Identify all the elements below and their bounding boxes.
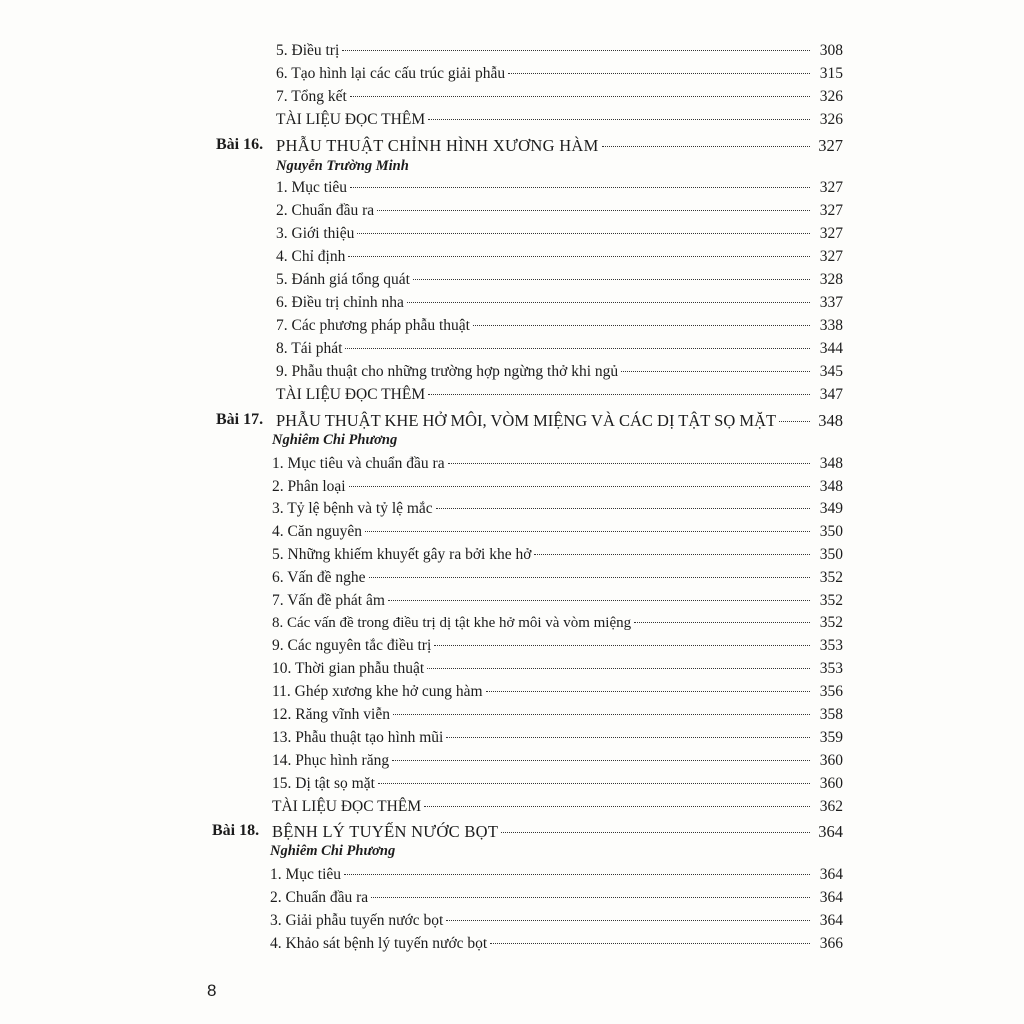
dot-leader <box>350 96 810 97</box>
entry-page: 366 <box>819 935 843 952</box>
toc-entry <box>272 499 843 519</box>
entry-page: 338 <box>819 317 843 334</box>
lesson-page: 364 <box>818 822 843 841</box>
toc-entry <box>276 339 843 359</box>
entry-label: 7. Các phương pháp phẫu thuật <box>276 317 470 334</box>
entry-label: 6. Vấn đề nghe <box>272 569 366 586</box>
entry-label: 3. Giải phẫu tuyến nước bọt <box>270 912 444 929</box>
entry-page: 362 <box>819 798 843 815</box>
entry-page: 315 <box>819 65 843 82</box>
entry-page: 327 <box>819 179 843 196</box>
entry-label: 1. Mục tiêu <box>270 866 342 883</box>
entry-label: TÀI LIỆU ĐỌC THÊM <box>276 386 426 403</box>
entry-page: 308 <box>819 42 843 59</box>
entry-page: 326 <box>819 111 843 128</box>
entry-page: 352 <box>819 614 843 631</box>
entry-label: 9. Các nguyên tắc điều trị <box>272 637 432 654</box>
toc-entry <box>276 247 843 267</box>
entry-label: TÀI LIỆU ĐỌC THÊM <box>272 798 422 815</box>
entry-page: 326 <box>819 88 843 105</box>
toc-entry <box>276 362 843 382</box>
dot-leader <box>486 691 810 692</box>
dot-leader <box>413 279 810 280</box>
entry-page: 364 <box>819 912 843 929</box>
entry-page: 360 <box>819 752 843 769</box>
entry-page: 358 <box>819 706 843 723</box>
toc-entry <box>272 751 843 771</box>
lesson-number: Bài 16. <box>216 136 264 153</box>
entry-label: 5. Điều trị <box>276 42 340 59</box>
entry-page: 327 <box>819 248 843 265</box>
lesson-page: 327 <box>818 136 843 155</box>
dot-leader <box>602 146 810 147</box>
entry-page: 344 <box>819 340 843 357</box>
lesson-title: BỆNH LÝ TUYẾN NƯỚC BỌT <box>272 822 499 841</box>
lesson-title-row <box>276 136 843 156</box>
dot-leader <box>392 760 810 761</box>
entry-page: 364 <box>819 889 843 906</box>
toc-entry <box>272 613 843 633</box>
dot-leader <box>348 256 810 257</box>
toc-entry <box>272 682 843 702</box>
toc-entry <box>276 64 843 84</box>
dot-leader <box>446 737 810 738</box>
entry-page: 353 <box>819 637 843 654</box>
entry-label: 13. Phẫu thuật tạo hình mũi <box>272 729 444 746</box>
entry-label: 6. Tạo hình lại các cấu trúc giải phẫu <box>276 65 506 82</box>
toc-entry <box>272 705 843 725</box>
lesson-number: Bài 17. <box>216 411 264 428</box>
page-number: 8 <box>207 981 217 1000</box>
entry-label: 3. Tỷ lệ bệnh và tỷ lệ mắc <box>272 500 433 517</box>
entry-label: 3. Giới thiệu <box>276 225 355 242</box>
entry-page: 360 <box>819 775 843 792</box>
toc-entry <box>276 41 843 61</box>
dot-leader <box>621 371 810 372</box>
toc-entry <box>276 316 843 336</box>
entry-label: TÀI LIỆU ĐỌC THÊM <box>276 111 426 128</box>
dot-leader <box>436 508 810 509</box>
dot-leader <box>434 645 810 646</box>
entry-label: 7. Vấn đề phát âm <box>272 592 385 609</box>
dot-leader <box>393 714 810 715</box>
toc-entry <box>270 865 843 885</box>
dot-leader <box>407 302 810 303</box>
toc-entry <box>270 934 843 954</box>
toc-entry <box>276 87 843 107</box>
dot-leader <box>428 119 810 120</box>
toc-entry <box>276 293 843 313</box>
entry-label: 10. Thời gian phẫu thuật <box>272 660 425 677</box>
dot-leader <box>349 486 810 487</box>
entry-label: 6. Điều trị chỉnh nha <box>276 294 404 311</box>
toc-entry <box>276 270 843 290</box>
entry-page: 328 <box>819 271 843 288</box>
dot-leader <box>369 577 810 578</box>
toc-entry <box>272 591 843 611</box>
entry-page: 364 <box>819 866 843 883</box>
entry-page: 349 <box>819 500 843 517</box>
toc-entry <box>272 636 843 656</box>
toc-entry <box>272 797 843 817</box>
toc-entry <box>272 454 843 474</box>
entry-label: 4. Chỉ định <box>276 248 346 265</box>
dot-leader <box>424 806 810 807</box>
toc-entry <box>272 522 843 542</box>
dot-leader <box>344 874 810 875</box>
entry-page: 345 <box>819 363 843 380</box>
entry-page: 350 <box>819 546 843 563</box>
entry-page: 352 <box>819 592 843 609</box>
entry-page: 327 <box>819 202 843 219</box>
dot-leader <box>388 600 810 601</box>
entry-label: 2. Chuẩn đầu ra <box>276 202 375 219</box>
entry-label: 2. Chuẩn đầu ra <box>270 889 369 906</box>
entry-label: 7. Tổng kết <box>276 88 347 105</box>
entry-label: 11. Ghép xương khe hở cung hàm <box>272 683 483 700</box>
lesson-page: 348 <box>818 411 843 430</box>
lesson-title-row <box>272 822 843 842</box>
entry-page: 359 <box>819 729 843 746</box>
dot-leader <box>378 783 810 784</box>
entry-page: 352 <box>819 569 843 586</box>
toc-entry <box>272 545 843 565</box>
dot-leader <box>345 348 810 349</box>
entry-label: 5. Những khiếm khuyết gây ra bởi khe hở <box>272 546 532 563</box>
lesson-title: PHẪU THUẬT CHỈNH HÌNH XƯƠNG HÀM <box>276 136 599 155</box>
toc-entry <box>270 888 843 908</box>
dot-leader <box>365 531 810 532</box>
entry-label: 15. Dị tật sọ mặt <box>272 775 375 792</box>
entry-label: 8. Các vấn đề trong điều trị dị tật khe hở môi và vòm miệng <box>272 615 632 631</box>
dot-leader <box>357 233 810 234</box>
entry-page: 350 <box>819 523 843 540</box>
dot-leader <box>377 210 810 211</box>
dot-leader <box>534 554 810 555</box>
dot-leader <box>371 897 810 898</box>
toc-entry <box>276 224 843 244</box>
toc-entry <box>272 477 843 497</box>
lesson-title: PHẪU THUẬT KHE HỞ MÔI, VÒM MIỆNG VÀ CÁC DỊ TẬT SỌ MẶT <box>276 411 777 430</box>
dot-leader <box>779 421 810 422</box>
dot-leader <box>634 622 810 623</box>
toc-entry <box>276 385 843 405</box>
toc-entry <box>272 774 843 794</box>
toc-entry <box>276 178 843 198</box>
lesson-author: Nghiêm Chi Phương <box>272 432 398 448</box>
dot-leader <box>342 50 810 51</box>
entry-page: 348 <box>819 455 843 472</box>
dot-leader <box>446 920 810 921</box>
dot-leader <box>508 73 810 74</box>
dot-leader <box>427 668 810 669</box>
dot-leader <box>350 187 810 188</box>
toc-entry <box>276 110 843 130</box>
entry-page: 356 <box>819 683 843 700</box>
dot-leader <box>448 463 810 464</box>
entry-label: 1. Mục tiêu và chuẩn đầu ra <box>272 455 445 472</box>
entry-label: 2. Phân loại <box>272 478 346 495</box>
entry-label: 1. Mục tiêu <box>276 179 348 196</box>
dot-leader <box>490 943 810 944</box>
lesson-title-row <box>276 411 843 431</box>
entry-page: 337 <box>819 294 843 311</box>
entry-label: 8. Tái phát <box>276 340 343 357</box>
toc-entry <box>270 911 843 931</box>
entry-label: 12. Răng vĩnh viễn <box>272 706 390 723</box>
entry-label: 14. Phục hình răng <box>272 752 390 769</box>
dot-leader <box>473 325 810 326</box>
entry-label: 4. Căn nguyên <box>272 523 362 540</box>
entry-label: 9. Phẫu thuật cho những trường hợp ngừng thở khi ngủ <box>276 363 619 380</box>
toc-entry <box>272 568 843 588</box>
toc-entry <box>272 728 843 748</box>
entry-page: 327 <box>819 225 843 242</box>
lesson-author: Nguyễn Trường Minh <box>276 158 409 174</box>
dot-leader <box>501 832 810 833</box>
entry-label: 5. Đánh giá tổng quát <box>276 271 410 288</box>
entry-label: 4. Khảo sát bệnh lý tuyến nước bọt <box>270 935 488 952</box>
entry-page: 347 <box>819 386 843 403</box>
lesson-author: Nghiêm Chi Phương <box>270 843 396 859</box>
toc-entry <box>272 659 843 679</box>
toc-entry <box>276 201 843 221</box>
lesson-number: Bài 18. <box>212 822 260 839</box>
dot-leader <box>428 394 810 395</box>
entry-page: 348 <box>819 478 843 495</box>
entry-page: 353 <box>819 660 843 677</box>
